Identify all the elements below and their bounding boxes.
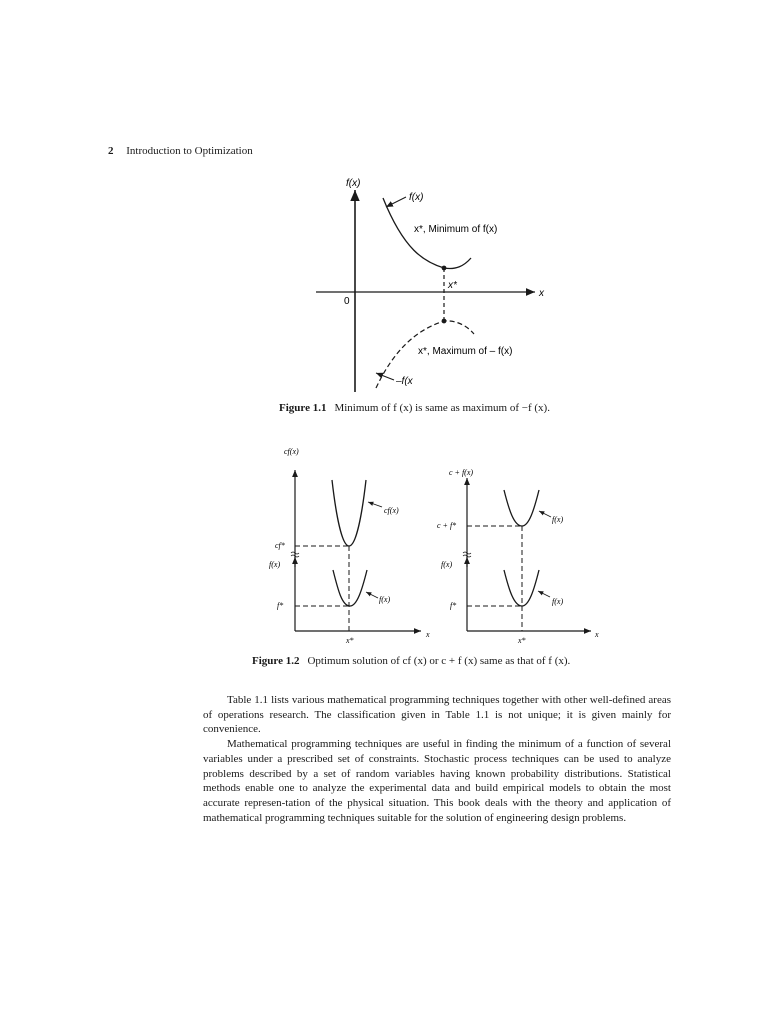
figure-1-2 [258,440,608,650]
origin-label: 0 [344,296,350,307]
right-cf-pointer [539,511,551,517]
running-header [108,145,253,157]
left-x-axis-label: x [426,630,430,639]
right-xstar-label: x* [518,636,526,645]
right-cfstar-label: c + f* [437,521,457,530]
left-fstar-label: f* [277,601,284,610]
left-cf-curve [332,480,366,546]
neg-f-curve-label: –f(x [396,376,413,387]
left-cf-pointer [368,502,382,507]
neg-f-label-arrow [376,373,394,380]
xstar-label: x* [448,280,457,291]
left-y-axis-label: cf(x) [284,447,299,456]
right-fx-axis-label: f(x) [441,560,453,569]
right-f-curve-label: f(x) [552,597,564,606]
body-text [203,693,671,825]
figure-1-1-caption-text: Minimum of f (x) is same as maximum of −f (x). [334,402,550,414]
figure-1-1-caption [279,402,550,414]
right-fstar-label: f* [450,601,457,610]
figure-1-2-label: Figure 1.2 [252,655,300,667]
right-x-axis-label: x [595,630,599,639]
figure-1-2-right-panel [437,468,599,645]
min-label: x*, Minimum of f(x) [414,224,498,235]
left-f-pointer [366,592,378,598]
right-f-pointer [538,591,550,597]
max-point [442,319,447,324]
left-cf-curve-label: cf(x) [384,506,399,515]
figure-1-2-left-panel [269,447,430,645]
y-axis-label: f(x) [346,178,361,189]
f-label-arrow [386,197,406,207]
left-fx-axis-label: f(x) [269,560,281,569]
right-y-axis-label: c + f(x) [449,468,474,477]
figure-1-1-label: Figure 1.1 [279,402,327,414]
paragraph-2: Mathematical programming techniques are useful in finding the minimum of a function of several variables under a prescribed set of constraints. Stochastic process techniques can be used to analyze problems described by a set of random variables having known probability distributions. Statistical methods enable one to analyze the experimental data and build empirical models to obtain the most accurate represen-tation of the physical situation. This book deals with the theory and application of mathematical programming techniques suitable for the solution of engineering design problems. [203,738,671,824]
right-cf-curve [504,490,539,526]
page-number: 2 [108,145,114,157]
left-f-curve-label: f(x) [379,595,391,604]
figure-1-2-caption [252,655,570,667]
figure-1-1 [306,170,546,395]
paragraph-1: Table 1.1 lists various mathematical programming techniques together with other well-defined areas of operations research. The classification given in Table 1.1 is not unique; it is given mainly for convenience. [203,694,671,736]
right-cf-curve-label: f(x) [552,515,564,524]
x-axis-label: x [539,288,544,299]
left-f-curve [333,570,367,606]
left-xstar-label: x* [346,636,354,645]
min-point [442,266,447,271]
f-curve-label: f(x) [409,192,424,203]
max-label: x*, Maximum of – f(x) [418,346,513,357]
running-title: Introduction to Optimization [126,145,253,157]
left-cfstar-label: cf* [275,541,285,550]
figure-1-2-caption-text: Optimum solution of cf (x) or c + f (x) same as that of f (x). [307,655,571,667]
